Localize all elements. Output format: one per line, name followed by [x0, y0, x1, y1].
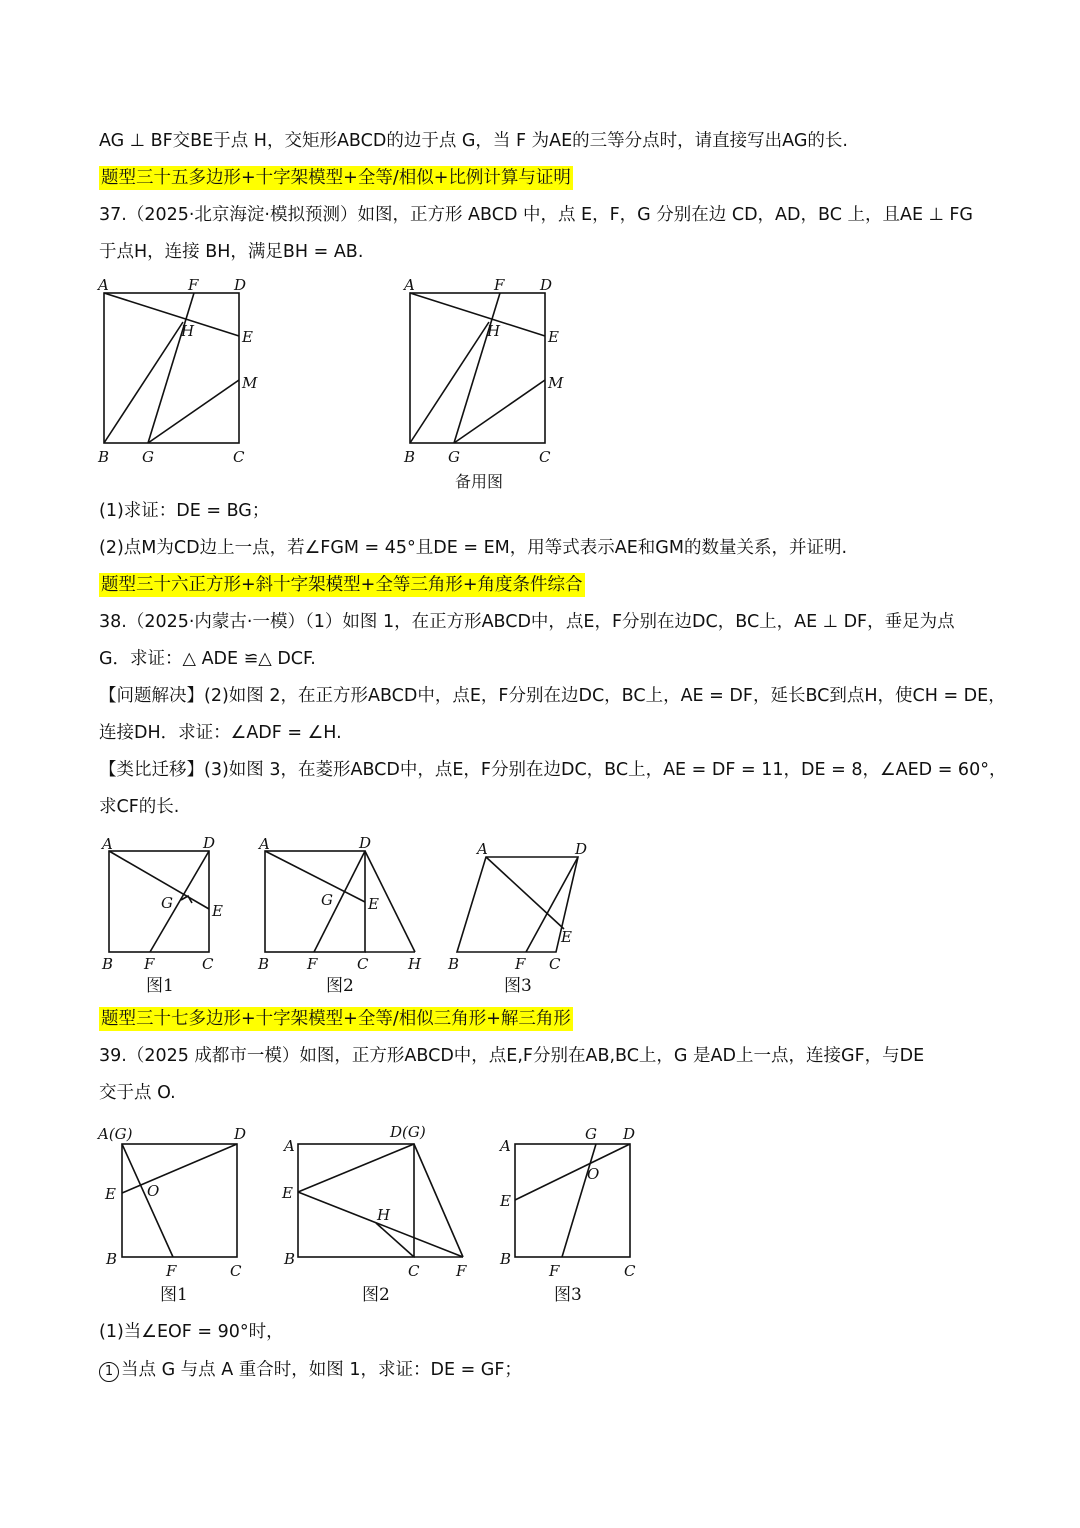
- caption-spare-figure: 备用图: [455, 472, 504, 491]
- heading-text: 题型三十五多边形+十字架模型+全等/相似+比例计算与证明: [101, 168, 571, 188]
- label-m: M: [548, 374, 564, 392]
- label-a: A: [284, 1137, 295, 1155]
- segment-gm: [454, 380, 545, 443]
- label-f: F: [144, 955, 155, 973]
- segment-ae: [109, 851, 209, 909]
- label-c: C: [624, 1262, 636, 1280]
- label-f: F: [494, 276, 505, 294]
- figure-q39-1: [96, 1120, 266, 1305]
- label-o: O: [587, 1165, 600, 1183]
- label-e: E: [368, 895, 379, 913]
- label-b: B: [106, 1250, 118, 1268]
- text-line: 38.（2025·内蒙古·一模）（1）如图 1，在正方形ABCD中，点E，F分别在边DC，BC上，AE ⊥ DF，垂足为点: [99, 612, 955, 632]
- label-b: B: [258, 955, 270, 973]
- label-b: B: [500, 1250, 512, 1268]
- label-o: O: [147, 1182, 160, 1200]
- segment-bh: [104, 322, 183, 443]
- label-a: A: [404, 276, 415, 294]
- circled-number-1: 1: [99, 1362, 119, 1382]
- label-b: B: [284, 1250, 296, 1268]
- segment-de: [515, 1144, 630, 1200]
- label-a: A: [500, 1137, 511, 1155]
- label-c: C: [202, 955, 214, 973]
- caption-fig3: 图3: [504, 976, 532, 996]
- caption-fig2: 图2: [326, 976, 354, 996]
- label-e: E: [282, 1184, 293, 1202]
- text-content: 当点 G 与点 A 重合时，如图 1，求证：DE = GF；: [121, 1360, 522, 1380]
- label-f: F: [549, 1262, 560, 1280]
- segment-gf: [122, 1144, 173, 1257]
- label-e: E: [500, 1192, 511, 1210]
- label-h: H: [181, 322, 195, 340]
- heading-text: 题型三十七多边形+十字架模型+全等/相似三角形+解三角形: [101, 1009, 571, 1029]
- text-line: 连接DH．求证：∠ADF = ∠H.: [99, 723, 342, 743]
- caption-fig1: 图1: [146, 976, 174, 996]
- text-line: 交于点 O.: [99, 1083, 176, 1103]
- text-line: 于点H，连接 BH，满足BH = AB.: [99, 242, 364, 262]
- text-line: 【类比迁移】(3)如图 3，在菱形ABCD中，点E，F分别在边DC，BC上，AE = DF = 11，DE = 8，∠AED = 60°，: [99, 760, 1007, 780]
- rhombus-abcd: [457, 857, 578, 952]
- label-d: D: [234, 1125, 247, 1143]
- label-d: D: [359, 834, 372, 852]
- label-a: A: [477, 840, 488, 858]
- segment-gf: [562, 1144, 596, 1257]
- label-a: A: [259, 835, 270, 853]
- label-e: E: [212, 902, 223, 920]
- label-c: C: [230, 1262, 242, 1280]
- label-c: C: [539, 448, 551, 466]
- heading-text: 题型三十六正方形+斜十字架模型+全等三角形+角度条件综合: [101, 575, 583, 595]
- label-dg: D(G): [390, 1123, 426, 1141]
- square-abcd: [298, 1144, 414, 1257]
- segment-fg: [148, 293, 194, 443]
- figure-q39-3: [496, 1120, 656, 1305]
- text-line: (1)当∠EOF = 90°时，: [99, 1322, 284, 1342]
- label-a: A: [102, 835, 113, 853]
- label-f: F: [188, 276, 199, 294]
- text-line: [99, 1358, 989, 1382]
- segment-bh: [410, 322, 489, 443]
- segment-gm: [148, 380, 239, 443]
- segment-ae: [486, 857, 564, 929]
- label-f: F: [307, 955, 318, 973]
- label-g: G: [321, 891, 333, 909]
- caption-fig2: 图2: [362, 1285, 390, 1305]
- label-b: B: [404, 448, 416, 466]
- label-d: D: [540, 276, 553, 294]
- label-d: D: [575, 840, 588, 858]
- text-line: 【问题解决】(2)如图 2，在正方形ABCD中，点E，F分别在边DC，BC上，AE = DF，延长BC到点H，使CH = DE，: [99, 686, 1006, 706]
- label-e: E: [561, 928, 572, 946]
- label-d: D: [623, 1125, 636, 1143]
- label-b: B: [448, 955, 460, 973]
- label-f: F: [456, 1262, 467, 1280]
- label-ag: A(G): [98, 1125, 133, 1143]
- figure-q38-1: [98, 830, 238, 1000]
- segment-de: [122, 1144, 237, 1193]
- section-heading-35: [99, 166, 989, 190]
- figure-q37-main: [90, 270, 270, 466]
- segment-ae: [104, 293, 239, 336]
- text-line: 37.（2025·北京海淀·模拟预测）如图，正方形 ABCD 中，点 E，F，G 分别在边 CD，AD，BC 上，且AE ⊥ FG: [99, 205, 973, 225]
- label-e: E: [105, 1185, 116, 1203]
- square-abcd: [122, 1144, 237, 1257]
- text-line: 39.（2025 成都市一模）如图，正方形ABCD中，点E,F分别在AB,BC上，G 是AD上一点，连接GF，与DE: [99, 1046, 925, 1066]
- section-heading-36: [99, 573, 989, 597]
- label-c: C: [549, 955, 561, 973]
- label-f: F: [166, 1262, 177, 1280]
- label-c: C: [233, 448, 245, 466]
- label-h: H: [408, 955, 422, 973]
- segment-ae: [410, 293, 545, 336]
- caption-fig3: 图3: [554, 1285, 582, 1305]
- label-h: H: [487, 322, 501, 340]
- segment-ae: [265, 851, 365, 902]
- label-g: G: [585, 1125, 597, 1143]
- square-abcd: [515, 1144, 630, 1257]
- square-abcd: [265, 851, 365, 952]
- label-d: D: [203, 834, 216, 852]
- label-f: F: [515, 955, 526, 973]
- caption-fig1: 图1: [160, 1285, 188, 1305]
- label-e: E: [548, 328, 559, 346]
- label-c: C: [357, 955, 369, 973]
- label-g: G: [161, 894, 173, 912]
- label-g: G: [448, 448, 460, 466]
- label-c: C: [408, 1262, 420, 1280]
- figure-q39-2: [280, 1120, 480, 1305]
- label-a: A: [98, 276, 109, 294]
- segment-fg: [454, 293, 500, 443]
- text-line: 求CF的长.: [99, 797, 180, 817]
- label-b: B: [98, 448, 110, 466]
- label-d: D: [234, 276, 247, 294]
- segment-hc: [376, 1223, 414, 1257]
- figure-q38-3: [444, 830, 604, 1000]
- figure-q37-spare: [396, 270, 576, 466]
- label-h: H: [377, 1206, 391, 1224]
- label-g: G: [142, 448, 154, 466]
- label-b: B: [102, 955, 114, 973]
- section-heading-37: [99, 1007, 989, 1031]
- segment-df: [150, 851, 209, 952]
- text-line: (1)求证：DE = BG；: [99, 501, 270, 521]
- text-line: (2)点M为CD边上一点，若∠FGM = 45°且DE = EM，用等式表示AE和GM的数量关系，并证明.: [99, 538, 848, 558]
- text-line: G．求证：△ ADE ≌△ DCF.: [99, 649, 316, 669]
- label-e: E: [242, 328, 253, 346]
- figure-q38-2: [254, 830, 434, 1000]
- label-m: M: [242, 374, 258, 392]
- segment-de: [298, 1144, 414, 1192]
- text-line: AG ⊥ BF交BE于点 H，交矩形ABCD的边于点 G，当 F 为AE的三等分点时，请直接写出AG的长.: [99, 131, 848, 151]
